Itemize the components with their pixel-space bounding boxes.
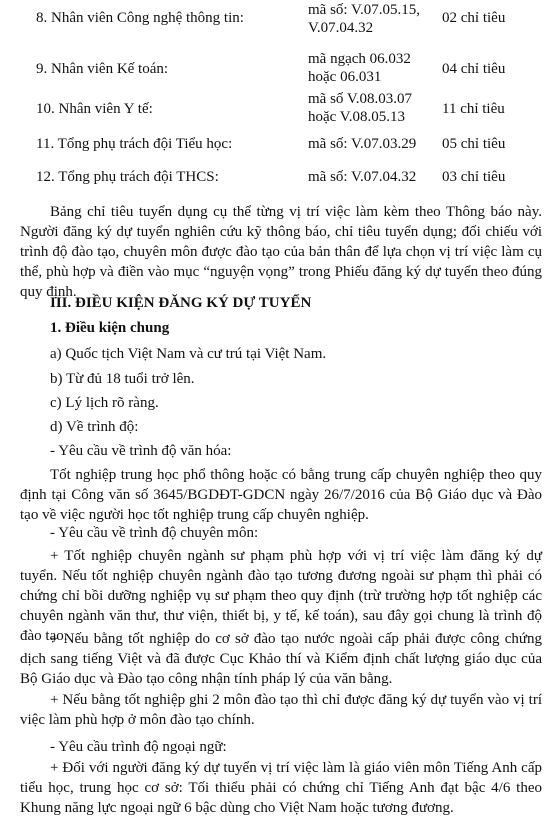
condition-d: d) Về trình độ: [50, 419, 139, 435]
row-8-code-line1: mã số: V.07.05.15, [308, 2, 420, 18]
professional-req-3: + Nếu bằng tốt nghiệp ghi 2 môn đào tạo thì chỉ được đăng ký dự tuyển vào vị trí việc làm phù hợp ở môn đào tạo chính. [20, 692, 542, 728]
professional-req-1: + Tốt nghiệp chuyên ngành sư phạm phù hợp với vị trí việc làm đăng ký dự tuyển. Nếu tốt nghiệp chuyên ngành đào tạo tương đương ngoài sư phạm thì phải có chứng chỉ bồi dưỡng nghiệp vụ sư phạm theo quy định (trừ trường hợp tốt nghiệp các chuyên ngành văn thư, thư viện, thiết bị, y tế, kế toán), sau đây gọi chung là trình độ đào tạo. [20, 548, 542, 644]
professional-req-label: - Yêu cầu về trình độ chuyên môn: [50, 525, 259, 541]
row-11-code: mã số: V.07.03.29 [308, 136, 417, 152]
section-heading: III. ĐIỀU KIỆN ĐĂNG KÝ DỰ TUYỂN [50, 295, 312, 311]
condition-a: a) Quốc tịch Việt Nam và cư trú tại Việt Nam. [50, 346, 327, 362]
language-req-label: - Yêu cầu trình độ ngoại ngữ: [50, 739, 227, 755]
condition-b: b) Từ đủ 18 tuổi trở lên. [50, 371, 195, 387]
condition-c: c) Lý lịch rõ ràng. [50, 395, 159, 411]
row-10-code-line2: hoặc V.08.05.13 [308, 109, 405, 125]
row-12-quota: 03 chỉ tiêu [442, 169, 506, 185]
row-10-code-line1: mã số V.08.03.07 [308, 91, 413, 107]
culture-req-label: - Yêu cầu về trình độ văn hóa: [50, 443, 232, 459]
row-10-quota: 11 chỉ tiêu [442, 101, 505, 117]
row-9-code-line1: mã ngạch 06.032 [308, 51, 411, 67]
row-8-quota: 02 chỉ tiêu [442, 10, 506, 26]
row-9-code-line2: hoặc 06.031 [308, 69, 382, 85]
intro-paragraph: Bảng chỉ tiêu tuyển dụng cụ thể từng vị trí việc làm kèm theo Thông báo này. Người đăng ký dự tuyển nghiên cứu kỹ thông báo, chỉ tiêu tuyển dụng; đối chiếu với trình độ đào tạo, chuyên môn được đào tạo của bản thân để lựa chọn vị trí việc làm cụ thể, phù hợp và điền vào mục “nguyện vọng” trong Phiếu đăng ký dự tuyển theo đúng quy định. [20, 204, 542, 300]
row-12-position: 12. Tổng phụ trách đội THCS: [36, 169, 219, 185]
row-8-code-line2: V.07.04.32 [308, 20, 374, 36]
language-req-1: + Đối với người đăng ký dự tuyển vị trí việc làm là giáo viên môn Tiếng Anh cấp tiểu học, trung học cơ sở: Tối thiểu phải có chứng chỉ Tiếng Anh đạt bậc 4/6 theo Khung năng lực ngoại ngữ 6 bậc dùng cho Việt Nam hoặc tương đương. [20, 760, 542, 816]
row-8-position: 8. Nhân viên Công nghệ thông tin: [36, 10, 244, 26]
professional-req-2: + Nếu bằng tốt nghiệp do cơ sở đào tạo nước ngoài cấp phải được công chứng dịch sang tiếng Việt và đã được Cục Khảo thí và Kiểm định chất lượng giáo dục của Bộ Giáo dục và Đào tạo công nhận tính pháp lý của văn bằng. [20, 631, 542, 687]
culture-req-text: Tốt nghiệp trung học phổ thông hoặc có bằng trung cấp chuyên nghiệp theo quy định tại Công văn số 3645/BGDĐT-GDCN ngày 26/7/2016 của Bộ Giáo dục và Đào tạo về việc người học tốt nghiệp trung cấp chuyên nghiệp. [20, 467, 542, 523]
subsection-heading: 1. Điều kiện chung [50, 320, 170, 336]
row-12-code: mã số: V.07.04.32 [308, 169, 417, 185]
row-11-position: 11. Tổng phụ trách đội Tiểu học: [36, 136, 233, 152]
row-10-position: 10. Nhân viên Y tế: [36, 101, 153, 117]
row-9-quota: 04 chỉ tiêu [442, 61, 506, 77]
row-11-quota: 05 chỉ tiêu [442, 136, 506, 152]
row-9-position: 9. Nhân viên Kế toán: [36, 61, 169, 77]
